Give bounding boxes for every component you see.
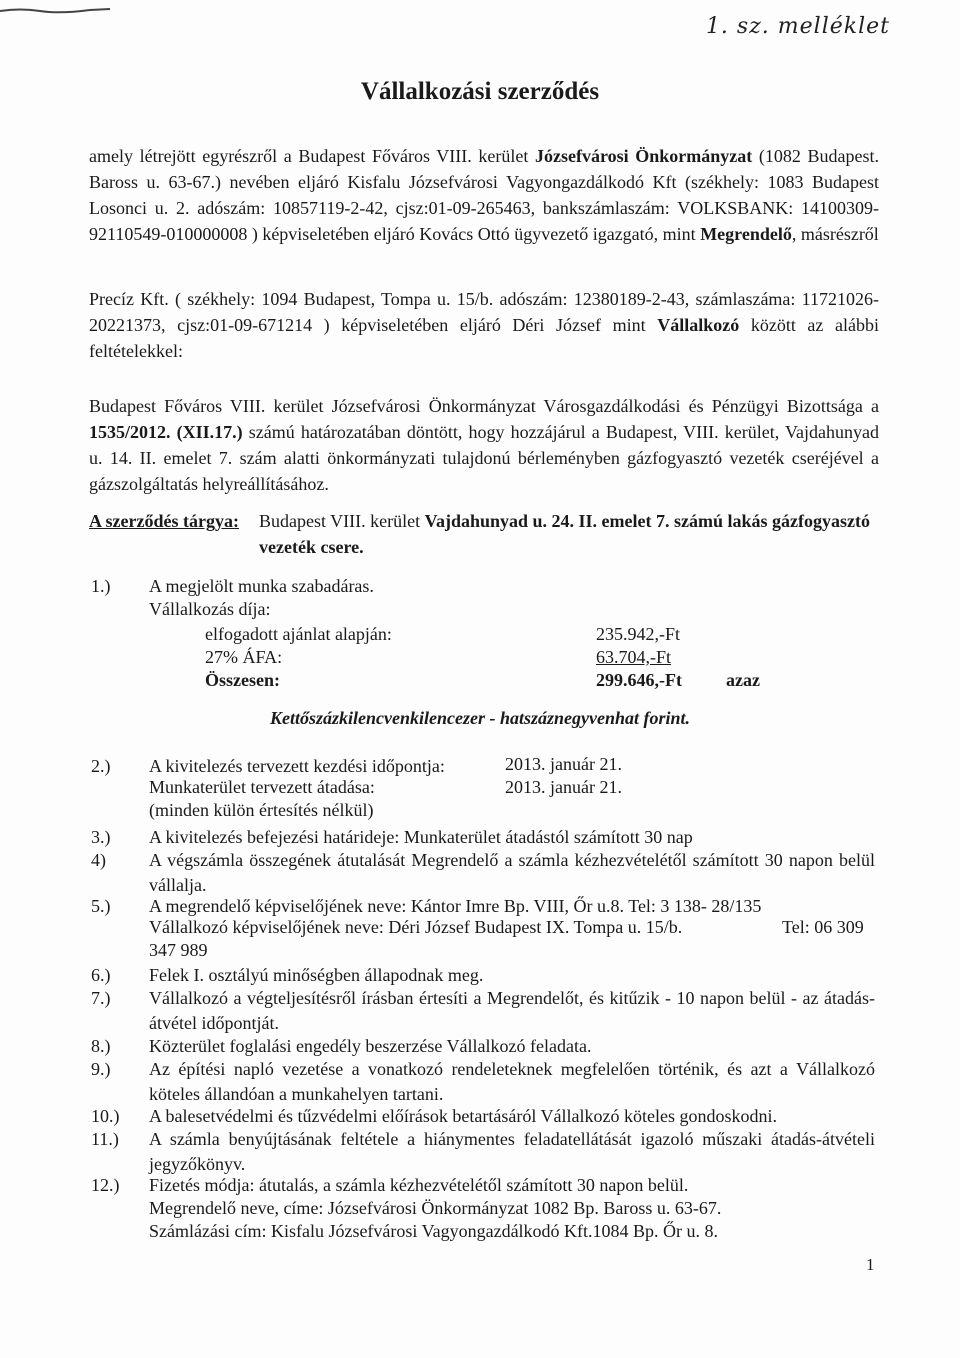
- amount-in-words: Kettőszázkilencvenkilencezer - hatszáznegyvenhat forint.: [270, 708, 690, 728]
- document-page: 1. sz. melléklet Vállalkozási szerződés amely létrejött egyrészről a Budapest Főváros VIII. kerület Józsefvárosi Önkormányzat (1082 Budapest. Baross u. 63-67.) nevében eljáró Kisfalu Józsefvárosi Vagyongazdálkodó Kft (székhely: 1083 Budapest Losonci u. 2. adószám: 10857119-2-42, cjsz:01-09-265463, bankszámlaszám: VOLKSBANK: 14100309-92110549-010000008 ) képviseletében eljáró Kovács Ottó ügyvezető igazgató, mint Megrendelő, másrészről Precíz Kft. ( székhely: 1094 Budapest, Tompa u. 15/b. adószám: 12380189-2-43, számlaszáma: 11721026-20221373, cjsz:01-09-671214 ) képviseletében eljáró Déri József mint Vállalkozó között az alábbi feltételekkel: Budapest Főváros VIII. kerület Józsefvárosi Önkormányzat Városgazdálkodási és Pénzügyi Bizottsága a 1535/2012. (XII.17.) számú határozatában döntött, hogy hozzájárul a Budapest, VIII. kerület, Vajdahunyad u. 14. II. emelet 7. szám alatti önkormányzati tulajdonú bérleményben gázfogyasztó vezeték cseréjével a gázszolgáltatás helyreállításához. A szerződés tárgya: Budapest VIII. kerület Vajdahunyad u. 24. II. emelet 7. számú lakás gázfogyasztó vezeték csere. 1.) A megjelölt munka szabadáras. Vállalkozás díja: elfogadott ajánlat alapján: 235.942,-Ft 27% ÁFA: 63.704,-Ft Összesen: 299.646,-Ft azaz Kettőszázkilencvenkilencezer - hatszáznegyvenhat forint. 2.) A kivitelezés tervezett kezdési időpontja: 2013. január 21. Munkaterület tervezett átadása: 2013. január 21. (minden külön értesítés nélkül) 3.) A kivitelezés befejezési határideje: Munkaterület átadástól számított 30 nap 4) A végszámla összegének átutalását Megrendelő a számla kézhezvételétől számított 30 napon belül vállalja. 5.) A megrendelő képviselőjének neve: Kántor Imre Bp. VIII, Őr u.8. Tel: 3 138- 28/135 Vállalkozó képviselőjének neve: Déri József Budapest IX. Tompa u. 15/b. Tel: 06 309 347 989 6.) Felek I. osztályú minőségben állapodnak meg. 7.) Vállalkozó a végteljesítésről írásban értesíti a Megrendelőt, és kitűzik - 10 napon belül - az átadás-átvétel időpontját. 8.) Közterület foglalási engedély beszerzése Vállalkozó feladata. 9.) Az építési napló vezetése a vonatkozó rendeleteknek megfelelően történik, és azt a Vállalkozó köteles állandóan a munkahelyen tartani. 10.) A balesetvédelmi és tűzvédelmi előírások betartásáról Vállalkozó köteles gondoskodni. 11.) A számla benyújtásának feltétele a hiánymentes feladatellátását igazoló műszaki átadás-átvételi jegyzőkönyv. 12.) Fizetés módja: átutalás, a számla kézhezvételétől számított 30 napon belül. Megrendelő neve, címe: Józsefvárosi Önkormányzat 1082 Bp. Baross u. 63-67. Számlázási cím: Kisfalu Józsefvárosi Vagyongazdálkodó Kft.1084 Bp. Őr u. 8. 1: [0, 0, 960, 1358]
- handover-date: 2013. január 21.: [505, 777, 622, 797]
- fee-row-offer-value: 235.942,-Ft: [596, 624, 681, 644]
- intro-paragraph-resolution: Budapest Főváros VIII. kerület Józsefvárosi Önkormányzat Városgazdálkodási és Pénzügyi Bizottsága a 1535/2012. (XII.17.) számú határozatában döntött, hogy hozzájárul a Budapest, VIII. kerület, Vajdahunyad u. 14. II. emelet 7. szám alatti önkormányzati tulajdonú bérleményben gázfogyasztó vezeték cseréjével a gázszolgáltatás helyreállításához.: [89, 396, 879, 494]
- subject-label: A szerződés tárgya:: [89, 511, 239, 531]
- start-date: 2013. január 21.: [505, 754, 622, 774]
- fee-row-total-label: Összesen:: [205, 670, 280, 690]
- fee-azaz: azaz: [726, 670, 760, 690]
- fee-label: Vállalkozás díja:: [149, 599, 271, 619]
- handwritten-note: 1. sz. melléklet: [705, 14, 890, 39]
- contractor-tel: Tel: 06 309: [782, 917, 864, 937]
- fee-row-vat-value: 63.704,-Ft: [596, 647, 672, 667]
- contractor-tel-cont: 347 989: [149, 940, 208, 960]
- fee-row-total-value: 299.646,-Ft: [596, 670, 682, 690]
- date-note: (minden külön értesítés nélkül): [149, 800, 374, 820]
- contractor-rep: Vállalkozó képviselőjének neve: Déri József Budapest IX. Tompa u. 15/b.: [149, 917, 683, 937]
- document-title: Vállalkozási szerződés: [360, 78, 600, 105]
- intro-paragraph-parties: amely létrejött egyrészről a Budapest Főváros VIII. kerület Józsefvárosi Önkormányzat (1082 Budapest. Baross u. 63-67.) nevében eljáró Kisfalu Józsefvárosi Vagyongazdálkodó Kft (székhely: 1083 Budapest Losonci u. 2. adószám: 10857119-2-42, cjsz:01-09-265463, bankszámlaszám: VOLKSBANK: 14100309-92110549-010000008 ) képviseletében eljáró Kovács Ottó ügyvezető igazgató, mint Megrendelő, másrészről: [89, 146, 880, 244]
- fee-row-vat-label: 27% ÁFA:: [205, 647, 283, 667]
- subject-value: Budapest VIII. kerület Vajdahunyad u. 24. II. emelet 7. számú lakás gázfogyasztó vezeték csere.: [259, 511, 870, 557]
- page-number: 1: [866, 1255, 875, 1274]
- intro-paragraph-contractor: Precíz Kft. ( székhely: 1094 Budapest, Tompa u. 15/b. adószám: 12380189-2-43, számlaszáma: 11721026-20221373, cjsz:01-09-671214 ) képviseletében eljáró Déri József mint Vállalkozó között az alábbi feltételekkel:: [89, 289, 879, 361]
- handover-label: Munkaterület tervezett átadása:: [149, 777, 375, 797]
- scan-artifact: [0, 6, 110, 16]
- fee-row-offer-label: elfogadott ajánlat alapján:: [205, 624, 392, 644]
